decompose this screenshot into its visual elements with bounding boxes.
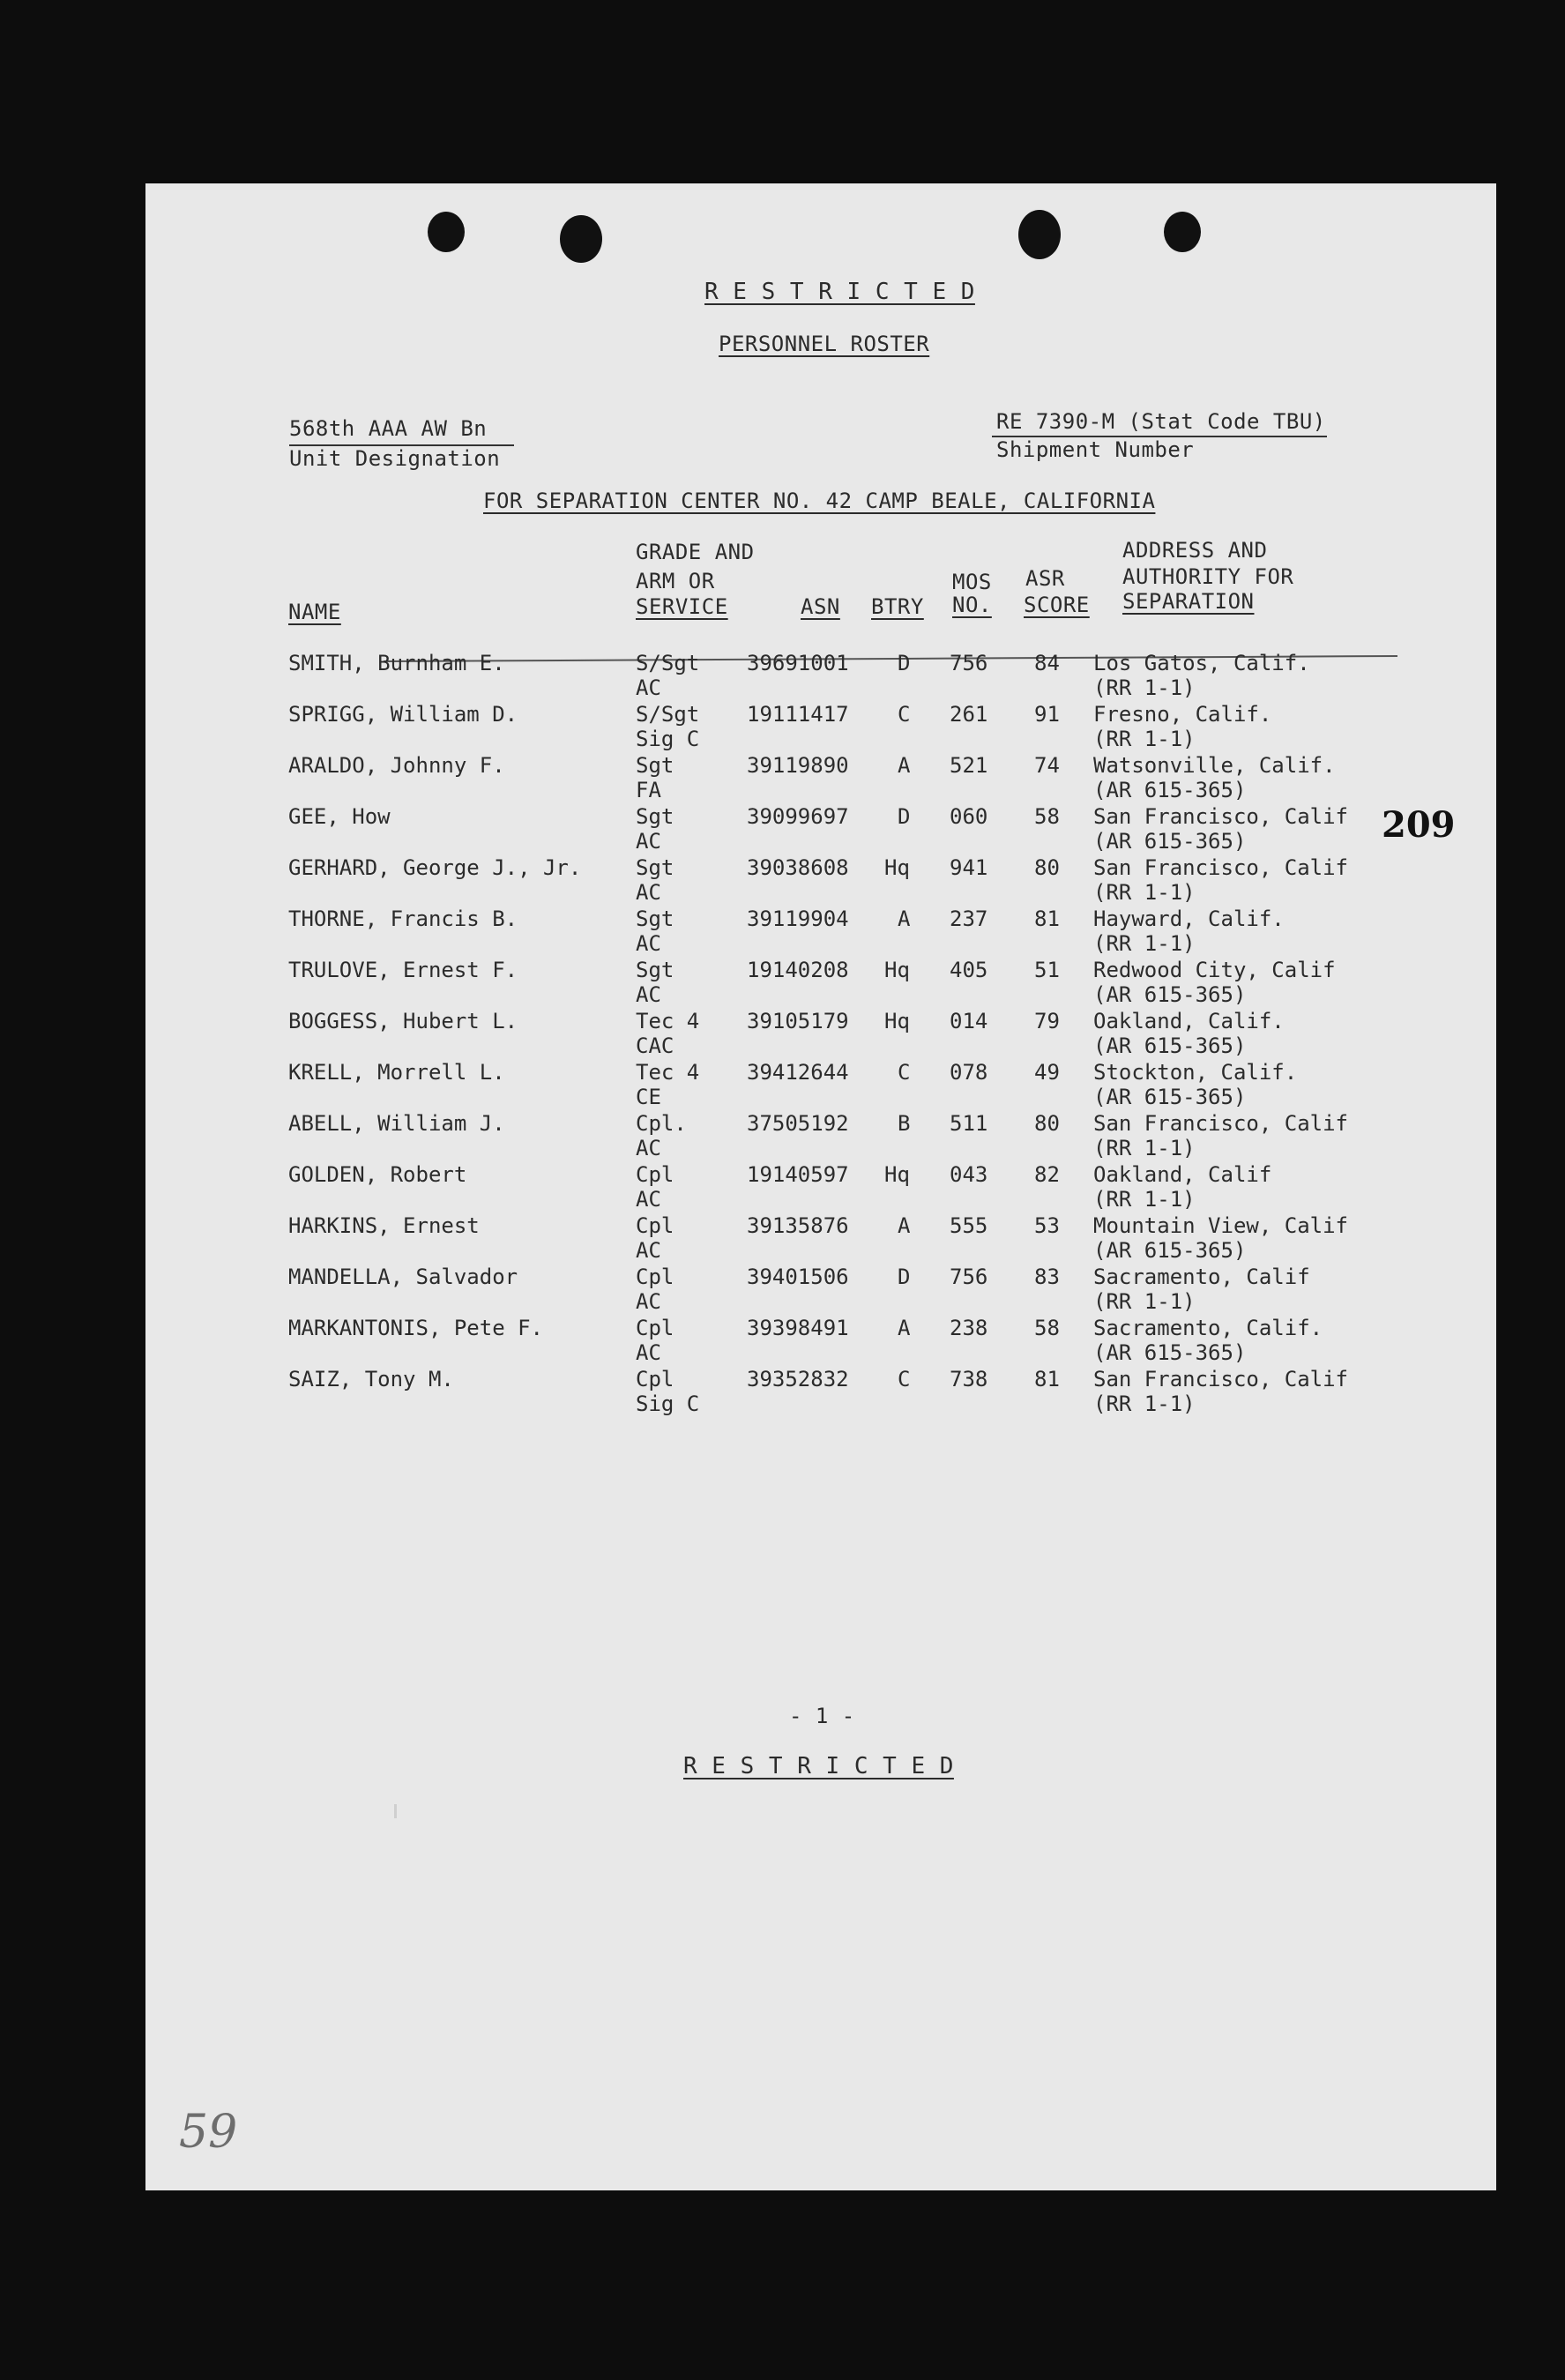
cell-asr: 84 [1034, 651, 1060, 675]
cell-address: San Francisco, Calif [1093, 1367, 1348, 1391]
cell-asn: 39119890 [747, 753, 849, 778]
cell-service: AC [636, 982, 661, 1007]
cell-asr: 83 [1034, 1265, 1060, 1289]
cell-name: SPRIGG, William D. [288, 702, 518, 727]
cell-authority: (RR 1-1) [1093, 1187, 1196, 1212]
cell-service: Sig C [636, 1391, 700, 1416]
cell-service: AC [636, 1289, 661, 1314]
cell-name: SMITH, Burnham E. [288, 651, 505, 675]
cell-address: Sacramento, Calif [1093, 1265, 1310, 1289]
cell-asr: 81 [1034, 906, 1060, 931]
col-asn: ASN [801, 594, 840, 619]
cell-asn: 39038608 [747, 855, 849, 880]
document-page [145, 183, 1496, 2190]
classification-header: R E S T R I C T E D [704, 279, 975, 305]
cell-btry: Hq [884, 958, 910, 982]
cell-asr: 80 [1034, 855, 1060, 880]
cell-grade: Tec 4 [636, 1009, 700, 1033]
shipment-number-label: Shipment Number [996, 437, 1195, 462]
cell-authority: (RR 1-1) [1093, 675, 1196, 700]
cell-mos: 237 [950, 906, 988, 931]
cell-mos: 043 [950, 1162, 988, 1187]
cell-asn: 39352832 [747, 1367, 849, 1391]
cell-address: Sacramento, Calif. [1093, 1316, 1323, 1340]
cell-name: GERHARD, George J., Jr. [288, 855, 582, 880]
cell-service: AC [636, 1238, 661, 1263]
cell-authority: (RR 1-1) [1093, 1391, 1196, 1416]
cell-btry: B [898, 1111, 911, 1136]
cell-authority: (AR 615-365) [1093, 1085, 1247, 1109]
cell-mos: 756 [950, 651, 988, 675]
cell-address: Hayward, Calif. [1093, 906, 1285, 931]
cell-grade: Sgt [636, 958, 674, 982]
table-row [145, 1060, 1496, 1111]
col-address-3: SEPARATION [1122, 589, 1255, 614]
cell-btry: Hq [884, 1162, 910, 1187]
cell-asr: 79 [1034, 1009, 1060, 1033]
cell-service: FA [636, 778, 661, 802]
table-row [145, 906, 1496, 958]
cell-mos: 238 [950, 1316, 988, 1340]
document-title: PERSONNEL ROSTER [719, 332, 930, 356]
table-row [145, 1009, 1496, 1060]
cell-grade: S/Sgt [636, 651, 700, 675]
cell-authority: (AR 615-365) [1093, 778, 1247, 802]
cell-address: San Francisco, Calif [1093, 1111, 1348, 1136]
cell-name: GEE, How [288, 804, 391, 829]
cell-service: AC [636, 675, 661, 700]
cell-asn: 39119904 [747, 906, 849, 931]
cell-btry: C [898, 702, 911, 727]
cell-authority: (RR 1-1) [1093, 1289, 1196, 1314]
cell-name: GOLDEN, Robert [288, 1162, 467, 1187]
cell-authority: (RR 1-1) [1093, 727, 1196, 751]
cell-name: HARKINS, Ernest [288, 1213, 480, 1238]
cell-authority: (RR 1-1) [1093, 1136, 1196, 1160]
cell-service: AC [636, 880, 661, 905]
paper-speck [394, 1804, 397, 1818]
cell-name: MARKANTONIS, Pete F. [288, 1316, 543, 1340]
cell-address: Redwood City, Calif [1093, 958, 1336, 982]
cell-service: AC [636, 1187, 661, 1212]
cell-btry: D [898, 1265, 911, 1289]
cell-asn: 39105179 [747, 1009, 849, 1033]
cell-grade: Cpl [636, 1316, 674, 1340]
stamped-number: 209 [1382, 804, 1456, 846]
cell-mos: 014 [950, 1009, 988, 1033]
cell-address: Oakland, Calif [1093, 1162, 1272, 1187]
cell-authority: (RR 1-1) [1093, 880, 1196, 905]
cell-mos: 078 [950, 1060, 988, 1085]
col-asr-1: ASR [1025, 566, 1065, 591]
cell-name: MANDELLA, Salvador [288, 1265, 518, 1289]
cell-grade: Sgt [636, 804, 674, 829]
table-row [145, 651, 1496, 702]
cell-btry: D [898, 804, 911, 829]
cell-address: Oakland, Calif. [1093, 1009, 1285, 1033]
cell-btry: A [898, 1316, 911, 1340]
cell-grade: Cpl [636, 1367, 674, 1391]
cell-asn: 39398491 [747, 1316, 849, 1340]
cell-grade: S/Sgt [636, 702, 700, 727]
punch-hole [560, 215, 602, 263]
cell-grade: Cpl [636, 1162, 674, 1187]
unit-designation-value: 568th AAA AW Bn [289, 416, 488, 441]
cell-address: Stockton, Calif. [1093, 1060, 1298, 1085]
cell-btry: A [898, 1213, 911, 1238]
cell-authority: (AR 615-365) [1093, 1340, 1247, 1365]
col-address-2: AUTHORITY FOR [1122, 564, 1294, 589]
table-row [145, 1213, 1496, 1265]
page-number: - 1 - [789, 1704, 855, 1728]
table-row [145, 1316, 1496, 1367]
cell-asn: 19140597 [747, 1162, 849, 1187]
table-row [145, 1367, 1496, 1418]
punch-hole [1018, 210, 1061, 259]
col-mos-1: MOS [952, 570, 992, 594]
cell-address: San Francisco, Calif [1093, 804, 1348, 829]
cell-btry: D [898, 651, 911, 675]
cell-address: San Francisco, Calif [1093, 855, 1348, 880]
cell-mos: 555 [950, 1213, 988, 1238]
cell-asn: 39135876 [747, 1213, 849, 1238]
pencil-page-mark: 59 [179, 2106, 238, 2159]
col-name: NAME [288, 600, 341, 624]
cell-service: AC [636, 1340, 661, 1365]
cell-asr: 51 [1034, 958, 1060, 982]
cell-name: BOGGESS, Hubert L. [288, 1009, 518, 1033]
col-grade-3: SERVICE [636, 594, 728, 619]
cell-asr: 58 [1034, 1316, 1060, 1340]
cell-mos: 756 [950, 1265, 988, 1289]
cell-asr: 91 [1034, 702, 1060, 727]
cell-asn: 39401506 [747, 1265, 849, 1289]
table-row [145, 958, 1496, 1009]
table-row [145, 753, 1496, 804]
table-row [145, 804, 1496, 855]
cell-grade: Sgt [636, 906, 674, 931]
cell-grade: Sgt [636, 855, 674, 880]
cell-name: TRULOVE, Ernest F. [288, 958, 518, 982]
cell-mos: 521 [950, 753, 988, 778]
cell-service: AC [636, 1136, 661, 1160]
unit-designation-label: Unit Designation [289, 446, 501, 471]
cell-btry: C [898, 1367, 911, 1391]
cell-asr: 74 [1034, 753, 1060, 778]
cell-asr: 81 [1034, 1367, 1060, 1391]
table-row [145, 1111, 1496, 1162]
cell-authority: (AR 615-365) [1093, 982, 1247, 1007]
cell-authority: (AR 615-365) [1093, 1033, 1247, 1058]
cell-authority: (RR 1-1) [1093, 931, 1196, 956]
cell-name: ARALDO, Johnny F. [288, 753, 505, 778]
cell-btry: Hq [884, 1009, 910, 1033]
cell-grade: Cpl [636, 1213, 674, 1238]
cell-authority: (AR 615-365) [1093, 829, 1247, 854]
cell-service: AC [636, 829, 661, 854]
cell-asn: 39691001 [747, 651, 849, 675]
cell-service: Sig C [636, 727, 700, 751]
col-grade-2: ARM OR [636, 569, 715, 593]
cell-service: CAC [636, 1033, 674, 1058]
cell-mos: 060 [950, 804, 988, 829]
cell-address: Los Gatos, Calif. [1093, 651, 1310, 675]
punch-hole [428, 212, 465, 252]
cell-name: THORNE, Francis B. [288, 906, 518, 931]
col-asr-2: SCORE [1024, 593, 1090, 617]
table-row [145, 1162, 1496, 1213]
cell-mos: 261 [950, 702, 988, 727]
cell-asr: 82 [1034, 1162, 1060, 1187]
cell-address: Mountain View, Calif [1093, 1213, 1348, 1238]
table-row [145, 1265, 1496, 1316]
col-btry: BTRY [871, 594, 924, 619]
cell-grade: Cpl. [636, 1111, 687, 1136]
cell-grade: Sgt [636, 753, 674, 778]
cell-asn: 19140208 [747, 958, 849, 982]
cell-btry: C [898, 1060, 911, 1085]
cell-grade: Cpl [636, 1265, 674, 1289]
cell-address: Watsonville, Calif. [1093, 753, 1336, 778]
col-mos-2: NO. [952, 593, 992, 617]
cell-asr: 80 [1034, 1111, 1060, 1136]
shipment-number-value: RE 7390-M (Stat Code TBU) [996, 409, 1326, 434]
cell-asn: 37505192 [747, 1111, 849, 1136]
classification-footer: R E S T R I C T E D [683, 1753, 954, 1779]
cell-asn: 19111417 [747, 702, 849, 727]
cell-name: KRELL, Morrell L. [288, 1060, 505, 1085]
table-row [145, 702, 1496, 753]
cell-authority: (AR 615-365) [1093, 1238, 1247, 1263]
cell-mos: 941 [950, 855, 988, 880]
cell-name: ABELL, William J. [288, 1111, 505, 1136]
cell-btry: A [898, 906, 911, 931]
cell-btry: A [898, 753, 911, 778]
cell-btry: Hq [884, 855, 910, 880]
cell-asr: 49 [1034, 1060, 1060, 1085]
cell-address: Fresno, Calif. [1093, 702, 1272, 727]
cell-name: SAIZ, Tony M. [288, 1367, 454, 1391]
cell-service: AC [636, 931, 661, 956]
cell-service: CE [636, 1085, 661, 1109]
col-grade-1: GRADE AND [636, 540, 755, 564]
cell-grade: Tec 4 [636, 1060, 700, 1085]
cell-mos: 405 [950, 958, 988, 982]
cell-mos: 511 [950, 1111, 988, 1136]
cell-asn: 39099697 [747, 804, 849, 829]
cell-asr: 58 [1034, 804, 1060, 829]
col-address-1: ADDRESS AND [1122, 538, 1268, 563]
separation-center-line: FOR SEPARATION CENTER NO. 42 CAMP BEALE, CALIFORNIA [483, 489, 1156, 513]
cell-asr: 53 [1034, 1213, 1060, 1238]
cell-asn: 39412644 [747, 1060, 849, 1085]
punch-hole [1164, 212, 1201, 252]
cell-mos: 738 [950, 1367, 988, 1391]
table-row [145, 855, 1496, 906]
